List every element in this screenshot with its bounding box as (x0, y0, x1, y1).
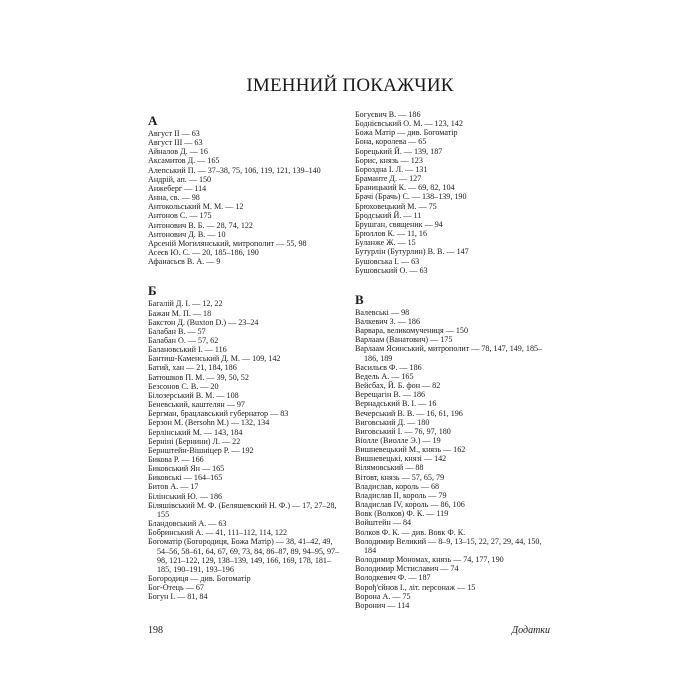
index-entry: Бороздна І. Л. — 131 (355, 164, 428, 174)
index-entry: Афанасьєв В. А. — 9 (148, 257, 221, 267)
index-entry: Борис, князь — 123 (355, 155, 423, 165)
index-entry: Балабан В. — 57 (148, 326, 206, 336)
index-entry: Борецький Й. — 139, 187 (355, 146, 443, 156)
index-entry: Варлаам Ясинський, митрополит — 78, 147, 149, 185–186, 189 (355, 344, 543, 363)
index-entry: Віолле (Виолле Э.) — 19 (355, 436, 441, 445)
index-entry: Вернадський В. І. — 16 (355, 399, 437, 409)
index-entry: Буланже Ж. — 15 (355, 238, 416, 248)
index-entry: Бушовська І. — 63 (355, 256, 420, 266)
index-column-right (355, 110, 549, 610)
index-entry: Владислав IV, король — 86, 106 (355, 500, 465, 510)
index-entry: Бог-Отець — 67 (148, 583, 204, 593)
index-entry: Воронич — 114 (355, 600, 410, 610)
page-title: ІМЕННИЙ ПОКАЖЧИК (246, 75, 454, 96)
section-b-continued-entries (355, 110, 549, 275)
index-entry: Виговський Д. — 180 (355, 417, 430, 427)
index-entry: Вілямовський — 88 (355, 463, 424, 473)
section-letter-a: А (148, 113, 158, 128)
index-entry: Бушовський О. — 63 (355, 265, 428, 275)
section-a-entries (148, 129, 342, 266)
index-entry: Біляшівський М. Ф. (Беляшевский Н. Ф.) — 17, 27–28, 155 (148, 500, 337, 519)
index-entry: Берлінський М. — 143, 184 (148, 427, 243, 437)
index-entry: Божа Матір — див. Богоматір (355, 128, 458, 138)
index-entry: Вишневецький М., князь — 162 (355, 445, 466, 455)
index-entry: Бернштейн-Вішніцер Р. — 192 (148, 445, 254, 455)
index-entry: Варлаам (Ванатович) — 175 (355, 335, 453, 345)
index-entry: Алепський П. — 37–38, 75, 106, 119, 121, 139–140 (148, 165, 321, 175)
index-entry: Бергман, брацлавський губернатор — 83 (148, 409, 289, 419)
section-letter-b: Б (148, 283, 157, 299)
index-entry: Вітовт, князь — 57, 65, 79 (355, 472, 445, 482)
index-entry: Август II — 63 (148, 129, 200, 138)
index-entry: Володимир Мстиславич — 74 (355, 564, 459, 574)
index-entry: Антонович Д. В. — 10 (148, 229, 226, 239)
index-entry: Балановський І. — 116 (148, 345, 227, 355)
index-entry: Варвара, великомучениця — 150 (355, 326, 469, 336)
index-entry: Балабан О. — 57, 62 (148, 335, 219, 345)
index-entry: Бакстон Д. (Buxton D.) — 23–24 (148, 317, 259, 327)
index-entry: Бантиш-Каменський Д. М. — 109, 142 (148, 354, 281, 364)
index-entry: Аксамитов Д. — 165 (148, 156, 220, 166)
page-number: 198 (148, 625, 163, 636)
index-entry: Безсонов С. В. — 20 (148, 381, 219, 391)
index-entry: Ведель А. — 165 (355, 371, 414, 381)
index-entry: Батий, хан — 21, 184, 186 (148, 363, 237, 373)
index-entry: Браманте Д. — 127 (355, 174, 422, 184)
index-entry: Берніні (Бернини) Л. — 22 (148, 436, 241, 446)
index-entry: Анна, св. — 98 (148, 193, 200, 203)
index-entry: Бландовський А. — 63 (148, 519, 227, 529)
index-entry: Владислав, король — 68 (355, 481, 440, 491)
index-entry: Богуєвич В. — 186 (355, 110, 421, 119)
index-entry: Ворођ'єйнов І., літ. персонаж — 15 (355, 582, 476, 592)
index-entry: Валевські — 98 (355, 307, 410, 317)
index-entry: Антонов С. — 175 (148, 211, 212, 221)
index-entry: Биковський Ян — 165 (148, 464, 225, 474)
section-v-entries (355, 308, 549, 610)
index-entry: Боднієвський О. М. — 123, 142 (355, 119, 463, 129)
index-entry: Валкевич З. — 186 (355, 316, 421, 326)
index-entry: Вовк (Волков) Ф. К. — 119 (355, 509, 449, 519)
index-entry: Багалій Д. І. — 12, 22 (148, 299, 223, 309)
index-entry: Бикова Р. — 166 (148, 455, 204, 464)
index-entry: Верещагін В. — 186 (355, 390, 426, 400)
index-entry: Володкевич Ф. — 187 (355, 573, 431, 583)
index-entry: Айналов Д. — 16 (148, 147, 208, 157)
section-letter-v: В (355, 291, 364, 307)
index-entry: Брачі (Брачь) С. — 138–139, 190 (355, 192, 467, 202)
section-label: Додатки (511, 625, 550, 636)
index-entry: Арсеній Могилянський, митрополит — 55, 98 (148, 238, 307, 248)
index-entry: Владислав II, король — 79 (355, 490, 447, 500)
index-entry: Вишневецькі, князі — 142 (355, 454, 447, 464)
index-column-left (148, 110, 342, 602)
index-entry: Войштейн — 84 (355, 518, 412, 528)
index-entry: Виговський І. — 76, 97, 180 (355, 426, 451, 436)
index-entry: Берзон М. (Bersohn M.) — 132, 134 (148, 418, 270, 428)
index-entry: Бутурлін (Бутурлин) В. В. — 147 (355, 247, 469, 257)
index-entry: Богородиця — див. Богоматір (148, 574, 251, 584)
index-entry: Вейсбах, Й. Б. фон — 82 (355, 381, 441, 391)
index-entry: Битов А. — 17 (148, 482, 199, 492)
index-entry: Богоматір (Богородиця, Божа Матір) — 38, 41–42, 49, 54–56, 58–61, 64, 67, 69, 73, 84, 86–87, 89, 94–95, 97–98, 121–122, 129, 138–139, 149, 166, 169, 178, 181–185, 190–191, 193–196 (148, 537, 340, 574)
index-entry: Антокольський М. М. — 12 (148, 202, 244, 212)
index-entry: Батюшков П. М. — 39, 50, 52 (148, 372, 249, 382)
index-entry: Білінський Ю. — 186 (148, 491, 223, 501)
section-b-entries (148, 299, 342, 601)
index-entry: Волков Ф. К. — див. Вовк Ф. К. (355, 527, 466, 537)
index-entry: Бона, королева — 65 (355, 137, 427, 147)
index-entry: Володимир Мономах, князь — 74, 177, 190 (355, 555, 504, 565)
index-entry: Бродський Й. — 11 (355, 210, 422, 220)
index-entry: Брюховецький М. — 75 (355, 201, 437, 211)
index-entry: Вечерський В. В. — 16, 61, 196 (355, 408, 463, 418)
index-entry: Брушган, священик — 94 (355, 219, 443, 229)
index-entry: Ворона А. — 75 (355, 591, 411, 601)
index-entry: Беневський, каштелян — 97 (148, 400, 245, 410)
index-entry: Володимир Великий — 8–9, 13–15, 22, 27, 29, 44, 150, 184 (355, 536, 542, 555)
index-entry: Август III — 63 (148, 138, 203, 148)
index-entry: Васильєв Ф. — 186 (355, 362, 422, 372)
index-entry: Анжеберг — 114 (148, 183, 207, 193)
index-entry: Асеєв Ю. С. — 20, 185–186, 190 (148, 248, 259, 258)
index-entry: Бобринський А. — 41, 111–112, 114, 122 (148, 528, 288, 538)
index-entry: Білозерський В. М. — 108 (148, 390, 239, 400)
index-entry: Брюллов К. — 11, 16 (355, 229, 428, 239)
index-entry: Бажан М. П. — 18 (148, 308, 212, 318)
index-entry: Андрій, ап. — 150 (148, 174, 212, 184)
index-entry: Браницький К. — 69, 82, 104 (355, 183, 455, 193)
index-entry: Антонович В. Б. — 28, 74, 122 (148, 220, 253, 230)
index-entry: Богун І. — 81, 84 (148, 592, 208, 602)
index-entry: Биковські — 164–165 (148, 473, 223, 483)
